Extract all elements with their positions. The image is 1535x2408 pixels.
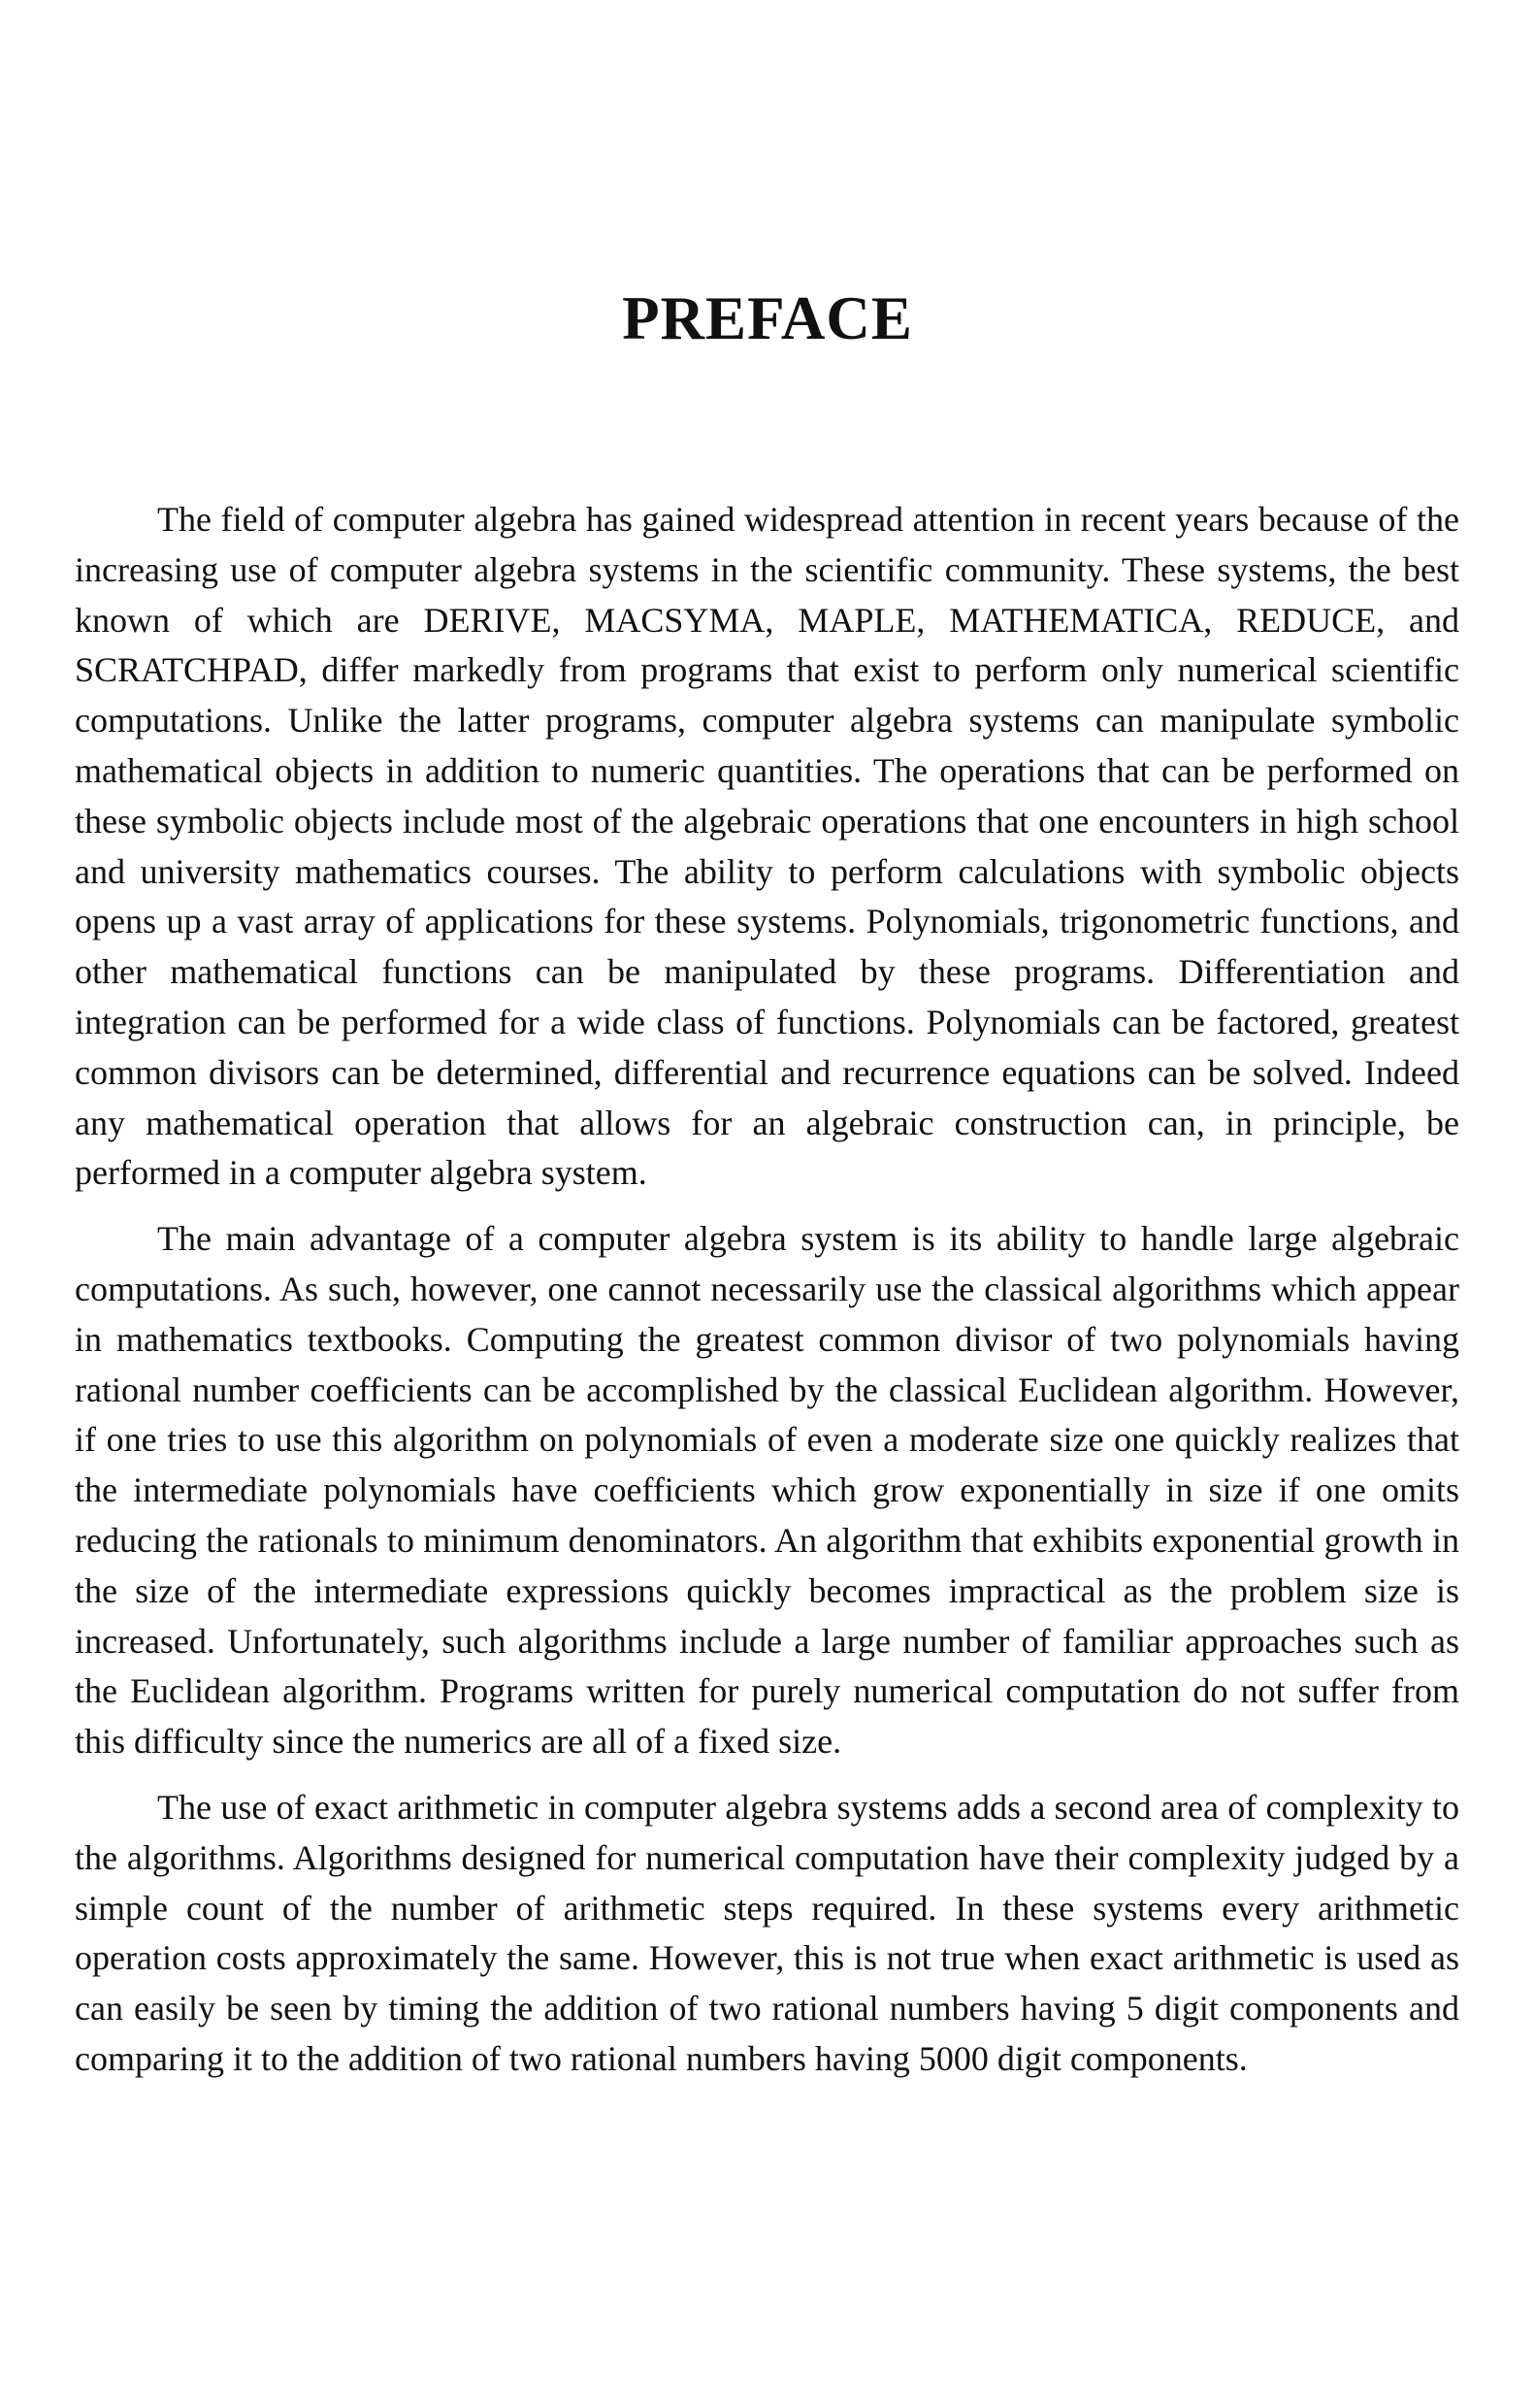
- paragraph-1: The field of computer algebra has gained widespread attention in recent years because of the increasing use of computer algebra systems in the scientific community. These systems, the best known of which are DERIVE, MACSYMA, MAPLE, MATHEMATICA, REDUCE, and SCRATCHPAD, differ markedly from programs that exist to perform only numerical scientific computations. Unlike the latter programs, computer algebra systems can manipulate symbolic mathematical objects in addition to numeric quantities. The operations that can be performed on these symbolic objects include most of the algebraic operations that one encounters in high school and university mathematics courses. The ability to perform calculations with symbolic objects opens up a vast array of applications for these systems. Polynomials, trigonometric functions, and other mathematical functions can be manipulated by these programs. Differentiation and integration can be performed for a wide class of functions. Polynomials can be factored, greatest common divisors can be determined, differential and recurrence equations can be solved. Indeed any mathematical operation that allows for an algebraic construction can, in principle, be performed in a computer algebra system.: [75, 500, 1459, 1193]
- paragraph-3: The use of exact arithmetic in computer algebra systems adds a second area of complexity to the algorithms. Algorithms designed for numerical computation have their complexity judged by a simple count of the number of arithmetic steps required. In these systems every arithmetic operation costs approximately the same. However, this is not true when exact arithmetic is used as can easily be seen by timing the addition of two rational numbers having 5 digit components and comparing it to the addition of two rational numbers having 5000 digit components.: [75, 1787, 1459, 2078]
- paragraph-2: The main advantage of a computer algebra system is its ability to handle large algebraic computations. As such, however, one cannot necessarily use the classical algorithms which appear in mathematics textbooks. Computing the greatest common divisor of two polynomials having rational number coefficients can be accomplished by the classical Euclidean algorithm. However, if one tries to use this algorithm on polynomials of even a moderate size one quickly realizes that the intermediate polynomials have coefficients which grow exponentially in size if one omits reducing the rationals to minimum denominators. An algorithm that exhibits exponential growth in the size of the intermediate expressions quickly becomes impractical as the problem size is increased. Unfortunately, such algorithms include a large number of familiar approaches such as the Euclidean algorithm. Programs written for purely numerical computation do not suffer from this difficulty since the numerics are all of a fixed size.: [75, 1219, 1459, 1762]
- page-title: PREFACE: [622, 284, 913, 352]
- body-text: [75, 495, 1459, 2100]
